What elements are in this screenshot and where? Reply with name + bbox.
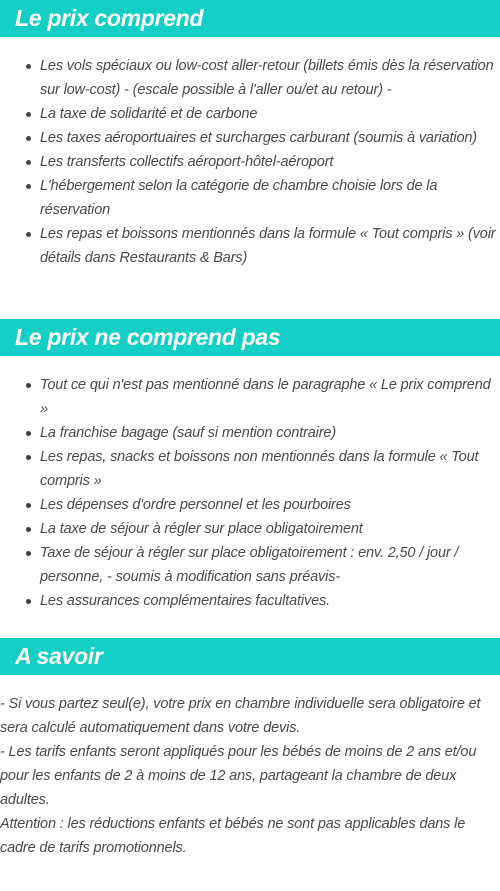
list-item: Les taxes aéroportuaires et surcharges carburant (soumis à variation)	[40, 126, 500, 150]
info-paragraph: Attention : les réductions enfants et bébés ne sont pas applicables dans le cadre de tarifs promotionnels.	[0, 816, 466, 856]
list-item: Les transferts collectifs aéroport-hôtel-aéroport	[40, 150, 500, 174]
list-item: Les assurances complémentaires facultatives.	[40, 589, 500, 613]
section-header-excludes	[0, 319, 500, 356]
section-price-excludes	[0, 319, 500, 613]
excluded-list	[0, 373, 500, 613]
section-title-info: A savoir	[15, 643, 103, 669]
info-paragraph: - Si vous partez seul(e), votre prix en chambre individuelle sera obligatoire et sera calculé automatiquement dans votre devis.	[0, 696, 481, 736]
section-title-excludes: Le prix ne comprend pas	[15, 324, 281, 350]
list-item: Les dépenses d'ordre personnel et les pourboires	[40, 493, 500, 517]
list-item: Les repas et boissons mentionnés dans la formule « Tout compris » (voir détails dans Restaurants & Bars)	[40, 222, 500, 270]
list-item: Taxe de séjour à régler sur place obligatoirement : env. 2,50 / jour / personne, - soumis à modification sans préavis-	[40, 541, 500, 589]
list-item: Les vols spéciaux ou low-cost aller-retour (billets émis dès la réservation sur low-cost) - (escale possible à l'aller ou/et au retour) -	[40, 54, 500, 102]
list-item: L'hébergement selon la catégorie de chambre choisie lors de la réservation	[40, 174, 500, 222]
info-paragraph: - Les tarifs enfants seront appliqués pour les bébés de moins de 2 ans et/ou pour les enfants de 2 à moins de 12 ans, partageant la chambre de deux adultes.	[0, 744, 477, 808]
section-header-includes	[0, 0, 500, 37]
section-price-includes	[0, 0, 500, 270]
included-list	[0, 54, 500, 270]
list-item: Tout ce qui n'est pas mentionné dans le paragraphe « Le prix comprend »	[40, 373, 500, 421]
list-item: La franchise bagage (sauf si mention contraire)	[40, 421, 500, 445]
info-notes	[0, 692, 500, 860]
list-item: La taxe de solidarité et de carbone	[40, 102, 500, 126]
list-item: Les repas, snacks et boissons non mentionnés dans la formule « Tout compris »	[40, 445, 500, 493]
section-good-to-know	[0, 638, 500, 860]
section-header-info	[0, 638, 500, 675]
list-item: La taxe de séjour à régler sur place obligatoirement	[40, 517, 500, 541]
section-title-includes: Le prix comprend	[15, 5, 204, 31]
